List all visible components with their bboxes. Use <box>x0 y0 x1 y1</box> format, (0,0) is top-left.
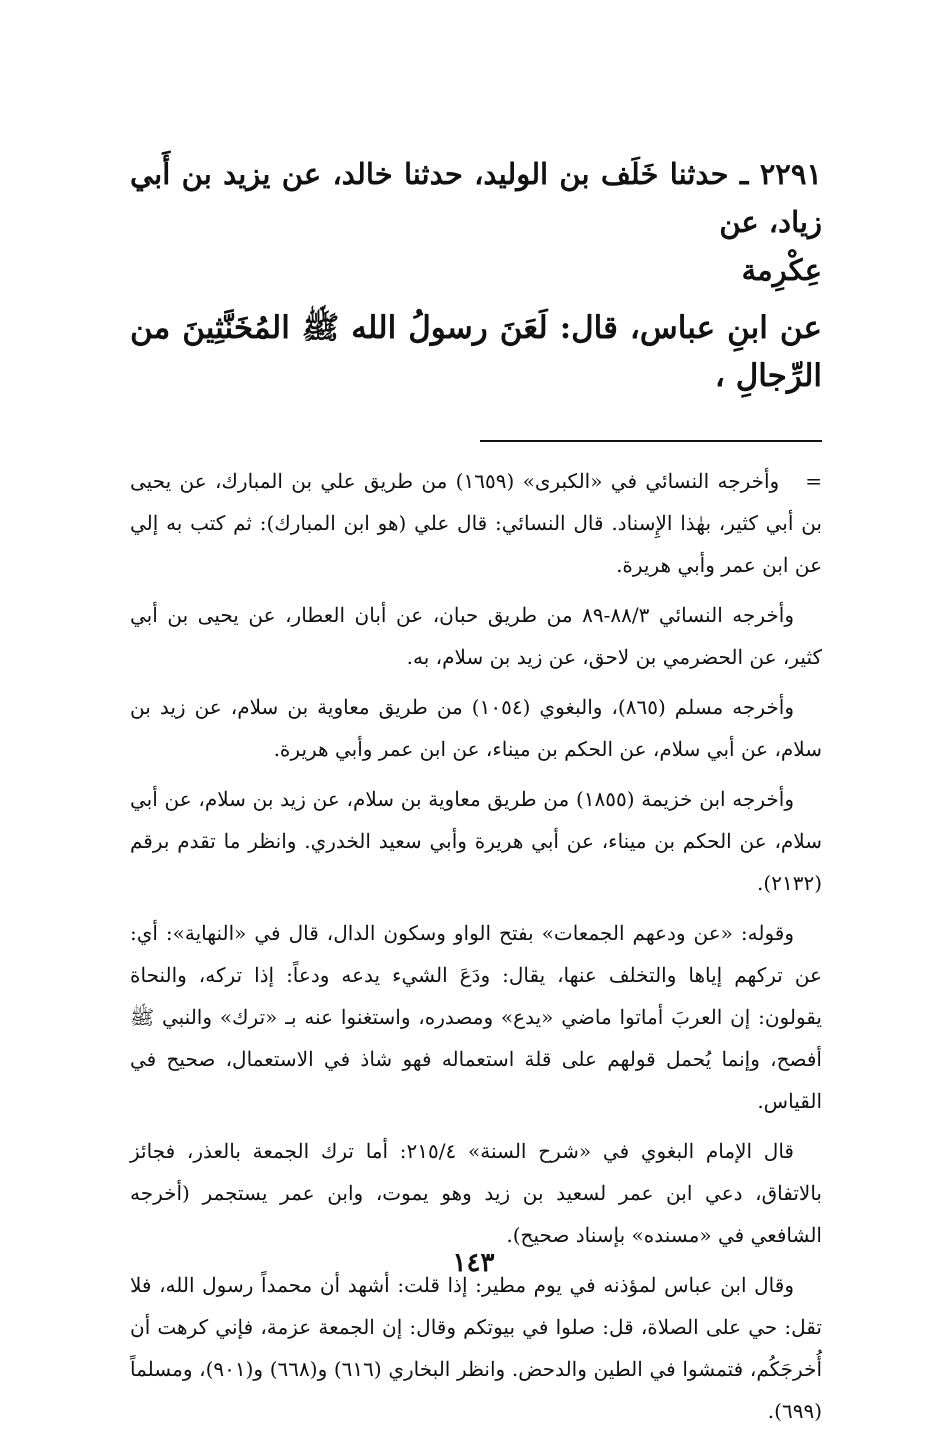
footnote-paragraph-2: وأخرجه النسائي ٨٨/٣-٨٩ من طريق حبان، عن أبان العطار، عن يحيى بن أبي كثير، عن الحضرمي بن لاحق، عن زيد بن سلام، به. <box>130 603 822 669</box>
page-body <box>130 150 822 1440</box>
hadith-text <box>130 150 822 400</box>
page-number: ١٤٣ <box>452 1248 495 1278</box>
footnote-paragraph-5: وقوله: «عن ودعهم الجمعات» بفتح الواو وسكون الدال، قال في «النهاية»: أي: عن تركهم إياها والتخلف عنها، يقال: ودَعَ الشيء يدعه ودعاً: إذا تركه، والنحاة يقولون: إن العربَ أماتوا ماضي «يدع» ومصدره، واستغنوا عنه بـ «ترك» والنبي ﷺ أفصح، وإنما يُحمل قولهم على قلة استعماله فهو شاذ في الاستعمال، صحيح في القياس. <box>130 921 822 1113</box>
footnote-text: وأخرجه النسائي في «الكبرى» (١٦٥٩) من طريق علي بن المبارك، عن يحيى بن أبي كثير، بهٰذا الإِسناد. قال النسائي: قال علي (هو ابن المبارك): ثم كتب به إلي عن ابن عمر وأبي هريرة. <box>130 469 822 577</box>
footnote-paragraph-3: وأخرجه مسلم (٨٦٥)، والبغوي (١٠٥٤) من طريق معاوية بن سلام، عن زيد بن سلام، عن أبي سلام، عن الحكم بن ميناء، عن ابن عمر وأبي هريرة. <box>130 695 822 761</box>
continuation-mark: = <box>805 469 822 493</box>
hadith-matn: عن ابنِ عباس، قال: لَعَنَ رسولُ الله ﷺ المُخَنَّثِينَ من الرِّجالِ ، <box>130 310 822 394</box>
hadith-isnad-line-2: عِكْرِمة <box>741 253 822 287</box>
footnote-paragraph-1 <box>130 460 822 586</box>
footnotes <box>130 460 822 1432</box>
footnote-paragraph-7: وقال ابن عباس لمؤذنه في يوم مطير: إذا قلت: أشهد أن محمداً رسول الله، فلا تقل: حي على الصلاة، قل: صلوا في بيوتكم وقال: إن الجمعة عزمة، فإني كرهت أن أُخرجَكُم، فتمشوا في الطين والدحض. وانظر البخاري (٦١٦) و(٦٦٨) و(٩٠١)، ومسلماً (٦٩٩). <box>130 1273 822 1423</box>
footnote-paragraph-4: وأخرجه ابن خزيمة (١٨٥٥) من طريق معاوية بن سلام، عن زيد بن سلام، عن أبي سلام، عن الحكم بن ميناء، عن أبي هريرة وأبي سعيد الخدري. وانظر ما تقدم برقم (٢١٣٢). <box>130 787 822 895</box>
hadith-isnad-line-1: ٢٢٩١ ـ حدثنا خَلَف بن الوليد، حدثنا خالد، عن يزيد بن أَبي زياد، عن <box>130 157 822 239</box>
footnote-paragraph-6: قال الإمام البغوي في «شرح السنة» ٢١٥/٤: أما ترك الجمعة بالعذر، فجائز بالاتفاق، دعي ابن عمر لسعيد بن زيد وهو يموت، وابن عمر يستجمر (أخرجه الشافعي في «مسنده» بإسناد صحيح). <box>130 1139 822 1247</box>
footnote-divider <box>480 440 822 442</box>
